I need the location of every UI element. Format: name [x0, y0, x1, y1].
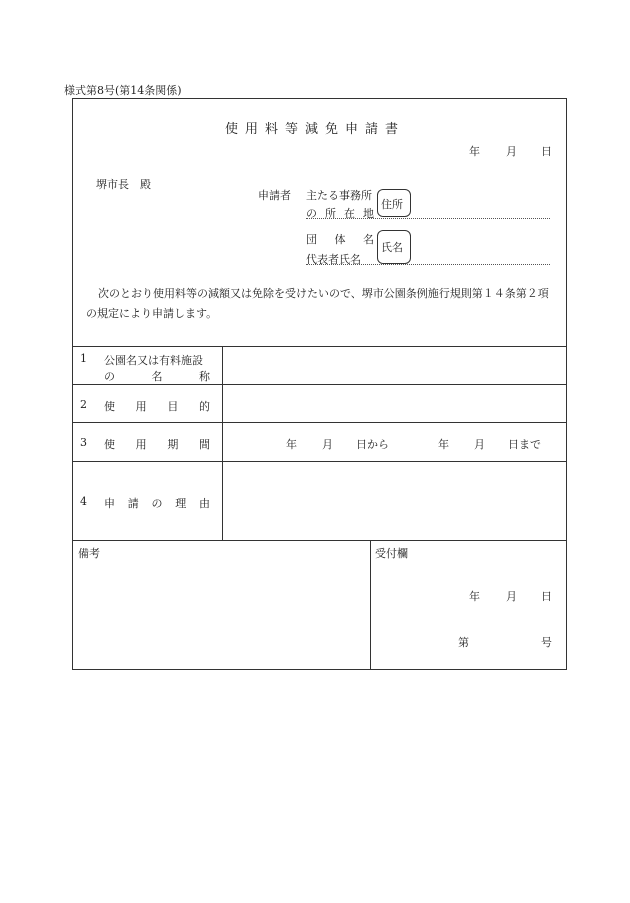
reception-month: 月 [506, 590, 517, 603]
row-1-label-line1: 公園名又は有料施設 [104, 354, 203, 367]
date-year-label: 年 [469, 145, 480, 158]
representative-label: 代表者氏名 [306, 253, 361, 266]
period-to-day: 日まで [508, 438, 541, 451]
name-write-line[interactable] [306, 264, 550, 265]
remarks-divider [370, 540, 371, 670]
date-day-label: 日 [541, 145, 552, 158]
period-from-day: 日から [356, 438, 389, 451]
row-1-number: 1 [80, 352, 87, 365]
reception-label: 受付欄 [375, 547, 408, 560]
application-statement: 次のとおり使用料等の減額又は免除を受けたいので、堺市公園条例施行規則第１４条第２項の規定により申請します。 [86, 287, 549, 320]
office-label-line2: の 所 在 地 [306, 207, 374, 220]
addressee: 堺市長 殿 [96, 178, 151, 191]
reception-number-suffix: 号 [541, 636, 552, 649]
park-facility-name-field[interactable] [223, 347, 566, 384]
office-label-line1: 主たる事務所 [306, 189, 372, 202]
row-2-number: 2 [80, 398, 87, 411]
purpose-field[interactable] [223, 385, 566, 422]
period-to-year: 年 [438, 438, 449, 451]
row-divider [72, 422, 567, 423]
remarks-label: 備考 [78, 547, 100, 560]
address-write-line[interactable] [306, 218, 550, 219]
form-number-label: 様式第8号(第14条関係) [64, 84, 182, 97]
period-from-year: 年 [286, 438, 297, 451]
row-3-label: 使 用 期 間 [104, 438, 210, 451]
date-month-label: 月 [506, 145, 517, 158]
applicant-label: 申請者 [258, 189, 291, 202]
reception-number-prefix: 第 [458, 636, 469, 649]
row-3-number: 3 [80, 436, 87, 449]
group-name-label: 団 体 名 [306, 233, 374, 246]
row-2-label: 使 用 目 的 [104, 400, 210, 413]
row-divider [72, 540, 567, 541]
row-1-label-line2: の 名 称 [104, 370, 210, 383]
reception-year: 年 [469, 590, 480, 603]
row-4-label: 申 請 の 理 由 [104, 497, 210, 510]
address-label: 住所 [381, 198, 403, 211]
period-from-month: 月 [322, 438, 333, 451]
name-label: 氏名 [381, 241, 403, 254]
reason-field[interactable] [223, 462, 566, 540]
period-to-month: 月 [474, 438, 485, 451]
row-4-number: 4 [80, 495, 87, 508]
reception-day: 日 [541, 590, 552, 603]
form-title: 使用料等減免申請書 [224, 122, 405, 137]
